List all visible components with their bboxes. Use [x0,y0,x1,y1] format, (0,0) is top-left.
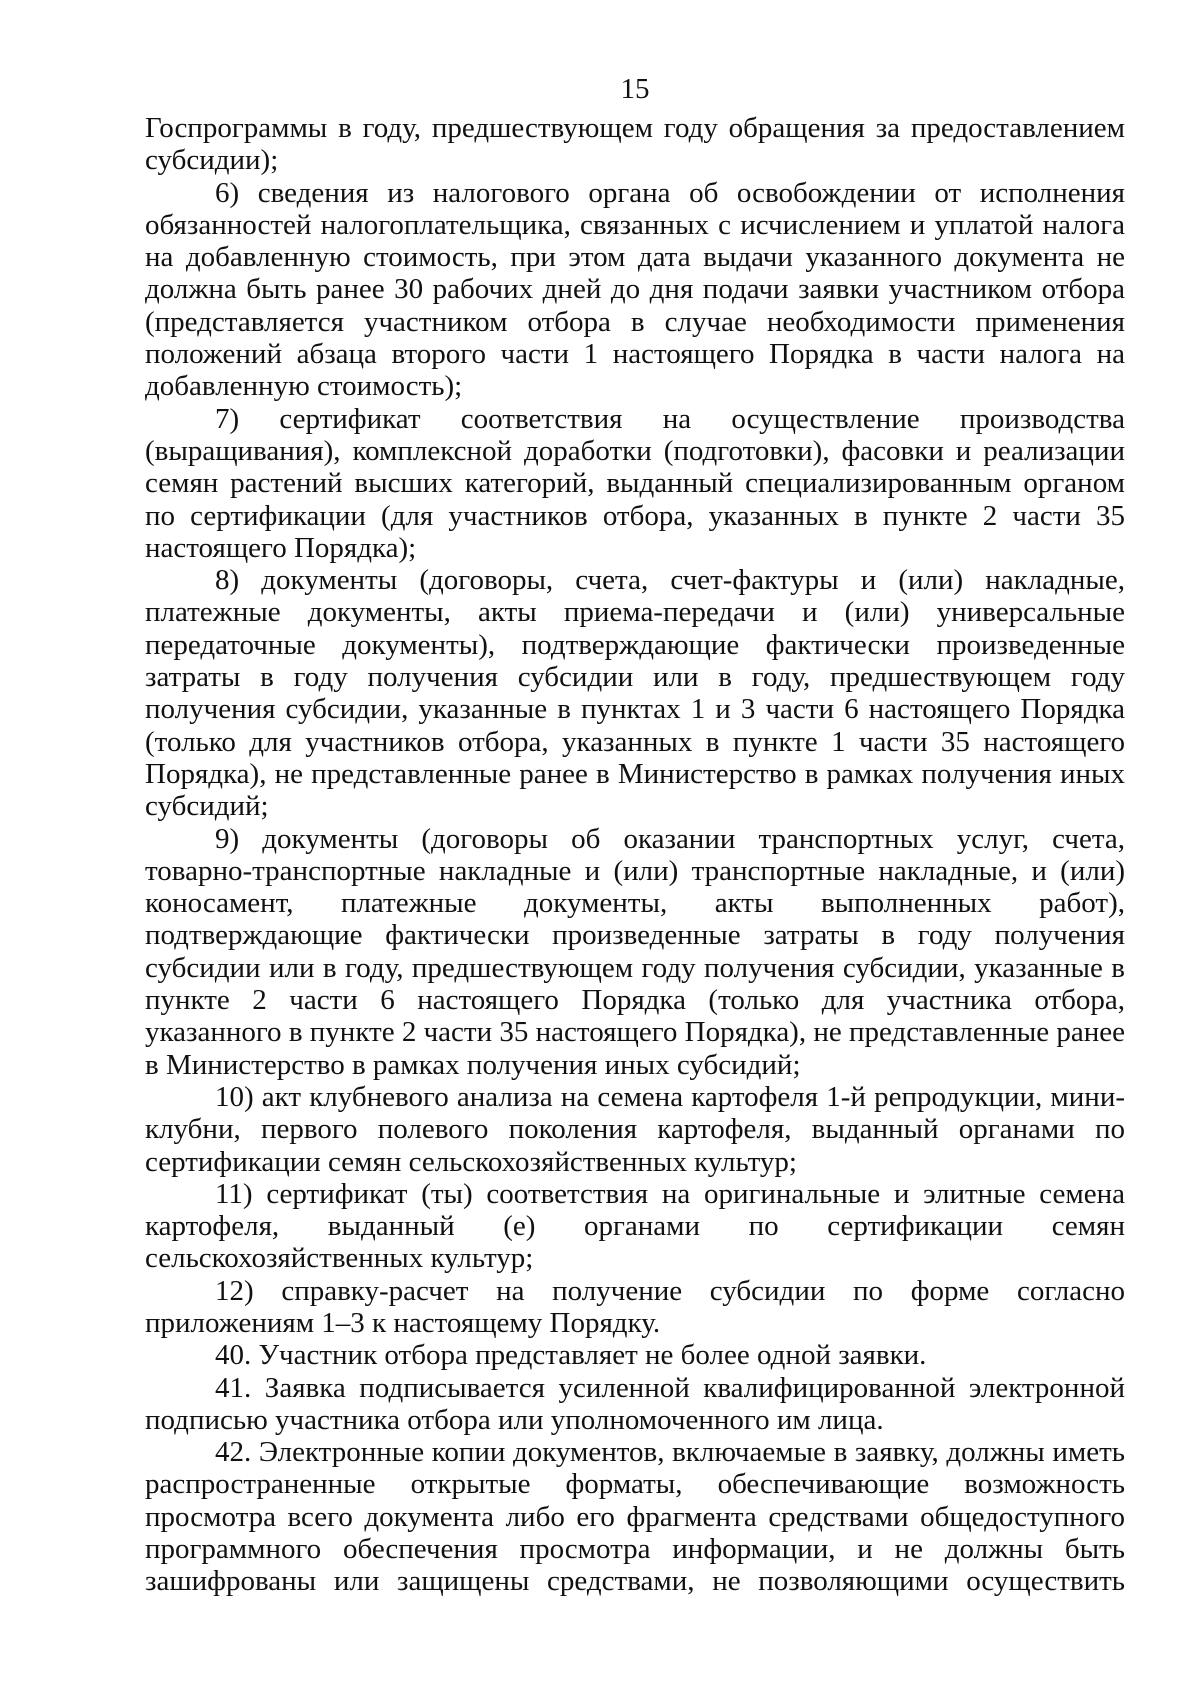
page-number: 15 [620,73,650,105]
paragraph-continuation: Госпрограммы в году, предшествующем году обращения за предоставлением субсидии); [145,112,1125,177]
list-item-6: 6) сведения из налогового органа об освобождении от исполнения обязанностей налогоплательщика, связанных с исчислением и уплатой налога на добавленную стоимость, при этом дата выдачи указанного документа не должна быть ранее 30 рабочих дней до дня подачи заявки участником отбора (представляется участником отбора в случае необходимости применения положений абзаца второго части 1 настоящего Порядка в части налога на добавленную стоимость); [145,176,1125,403]
list-item-12: 12) справку-расчет на получение субсидии по форме согласно приложениям 1–3 к настоящему Порядку. [145,1274,1125,1339]
clause-40: 40. Участник отбора представляет не более одной заявки. [215,1339,927,1372]
clause-41: 41. Заявка подписывается усиленной квалифицированной электронной подписью участника отбора или уполномоченного им лица. [145,1371,1125,1436]
list-item-7: 7) сертификат соответствия на осуществление производства (выращивания), комплексной доработки (подготовки), фасовки и реализации семян растений высших категорий, выданный специализированным органом по сертификации (для участников отбора, указанных в пункте 2 части 35 настоящего Порядка); [145,402,1125,564]
list-item-9: 9) документы (договоры об оказании транспортных услуг, счета, товарно-транспортные накладные и (или) транспортные накладные, и (или) коносамент, платежные документы, акты выполненных работ), подтверждающие фактически произведенные затраты в году получения субсидии или в году, предшествующем году получения субсидии, указанные в пункте 2 части 6 настоящего Порядка (только для участника отбора, указанного в пункте 2 части 35 настоящего Порядка), не представленные ранее в Министерство в рамках получения иных субсидий; [145,822,1125,1081]
list-item-8: 8) документы (договоры, счета, счет-фактуры и (или) накладные, платежные документы, акты приема-передачи и (или) универсальные передаточные документы), подтверждающие фактически произведенные затраты в году получения субсидии или в году, предшествующем году получения субсидии, указанные в пунктах 1 и 3 части 6 настоящего Порядка (только для участников отбора, указанных в пункте 1 части 35 настоящего Порядка), не представленные ранее в Министерство в рамках получения иных субсидий; [145,564,1125,823]
list-item-11: 11) сертификат (ты) соответствия на оригинальные и элитные семена картофеля, выданный (е) органами по сертификации семян сельскохозяйственных культур; [145,1177,1125,1275]
list-item-10: 10) акт клубневого анализа на семена картофеля 1-й репродукции, мини-клубни, первого полевого поколения картофеля, выданный органами по сертификации семян сельскохозяйственных культур; [145,1080,1125,1178]
document-body [145,112,1125,1598]
clause-42: 42. Электронные копии документов, включаемые в заявку, должны иметь распространенные открытые форматы, обеспечивающие возможность просмотра всего документа либо его фрагмента средствами общедоступного программного обеспечения просмотра информации, и не должны быть зашифрованы или защищены средствами, не позволяющими осуществить [145,1436,1125,1598]
